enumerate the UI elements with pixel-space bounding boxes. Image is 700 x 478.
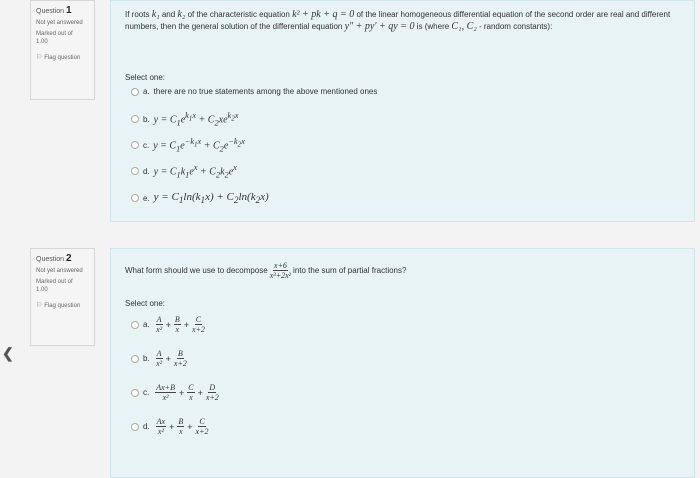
option-letter: b. [143,354,150,363]
radio-button[interactable] [131,355,139,363]
option-b[interactable] [131,349,189,368]
question-status: Not yet answered [36,268,83,274]
plus-sign: + [165,353,171,364]
radio-button[interactable] [131,423,139,431]
question-grade: Marked out of 1.00 [36,31,73,45]
option-formula: $y = C_1k_1e^x + C_2k_2e^x$ [153,163,237,180]
select-one-label: Select one: [125,299,166,308]
fraction-term: $\frac{C}{x}$ [188,383,194,402]
plus-sign: + [169,421,175,432]
question-status: Not yet answered [36,20,83,26]
question-1 [30,0,695,222]
plus-sign: + [178,387,185,398]
question-number: Question 1 [36,5,72,16]
radio-button[interactable] [131,321,139,329]
option-formula: $y = C_1e^{-k_1x} + C_2e^{-k_2x}$ [153,137,245,154]
plus-sign: + [165,319,171,330]
select-one-label: Select one: [125,73,166,82]
radio-button[interactable] [131,115,139,123]
question-info [30,0,95,100]
option-b[interactable]: b. $y = C_1e^{k_1x} + C_2xe^{k_2x}$ [131,111,238,127]
fraction-term: $\frac{C}{x+2}$ [191,315,205,334]
question-2 [30,248,695,478]
radio-button[interactable] [131,141,139,149]
fraction-term: $\frac{C}{x+2}$ [195,417,209,436]
question-text: If roots k₁ and k₂ of the characteristic equation k² + pk + q = 0 of the linear homogeneous differential equation of the second order are real and different numbers, then the general solution of the differential equation y″ + py′ + qy = 0 is (where C₁, C₂ - random constants): [125,9,671,32]
radio-button[interactable] [131,389,139,397]
option-c[interactable]: c. $y = C_1e^{-k_1x} + C_2e^{-k_2x}$ [131,137,245,153]
fraction-term: $\frac{D}{x+2}$ [205,383,219,402]
question-content [110,248,695,478]
flag-question[interactable]: ⚐ Flag question [36,302,81,309]
option-e[interactable]: e. $y = C_1\ln(k_1x) + C_2\ln(k_2x)$ [131,191,269,205]
plus-sign: + [197,387,203,398]
question-info [30,248,95,346]
question-grade: Marked out of 1.00 [36,279,73,293]
fraction-term: $\frac{Ax+B}{\text{x²}}$ [156,383,175,402]
radio-button[interactable] [131,88,139,96]
radio-button[interactable] [131,194,139,202]
option-d[interactable]: d. $y = C_1k_1e^x + C_2k_2e^x$ [131,163,237,179]
option-formula: $y = C_1\ln(k_1x) + C_2\ln(k_2x)$ [153,191,269,206]
fraction-term: $\frac{B}{x}$ [174,315,180,334]
flag-icon: ⚐ [36,302,43,309]
fraction-term: $\frac{Ax}{\text{x²}}$ [156,417,166,436]
fraction-term: $\frac{B}{x}$ [178,417,184,436]
question-fraction: $\frac{x+6}{\text{x³+2x²}}$ [269,261,292,280]
option-letter: d. [143,422,150,431]
option-a[interactable] [131,315,207,334]
option-letter: c. [143,388,150,397]
option-a[interactable]: a. there are no true statements among the above mentioned ones [131,87,377,96]
plus-sign: + [187,421,193,432]
fraction-term: $\frac{B}{x+2}$ [173,349,187,368]
fraction-term: $\frac{A}{\text{x²}}$ [156,349,163,368]
question-content [110,0,695,222]
flag-icon: ⚐ [36,54,43,61]
question-text: What form should we use to decompose $\frac{x+6}{\text{x³+2x²}}$ into the sum of partial fractions? [125,261,407,280]
radio-button[interactable] [131,167,139,175]
option-formula: $y = C_1e^{k_1x} + C_2xe^{k_2x}$ [153,111,239,128]
fraction-term: $\frac{A}{\text{x²}}$ [156,315,163,334]
question-number: Question 2 [36,253,72,264]
option-d[interactable] [131,417,210,436]
option-letter: a. [143,320,150,329]
flag-question[interactable]: ⚐ Flag question [36,54,81,61]
option-c[interactable] [131,383,221,402]
plus-sign: + [183,319,189,330]
collapse-arrow-icon[interactable]: ❮ [2,345,14,361]
